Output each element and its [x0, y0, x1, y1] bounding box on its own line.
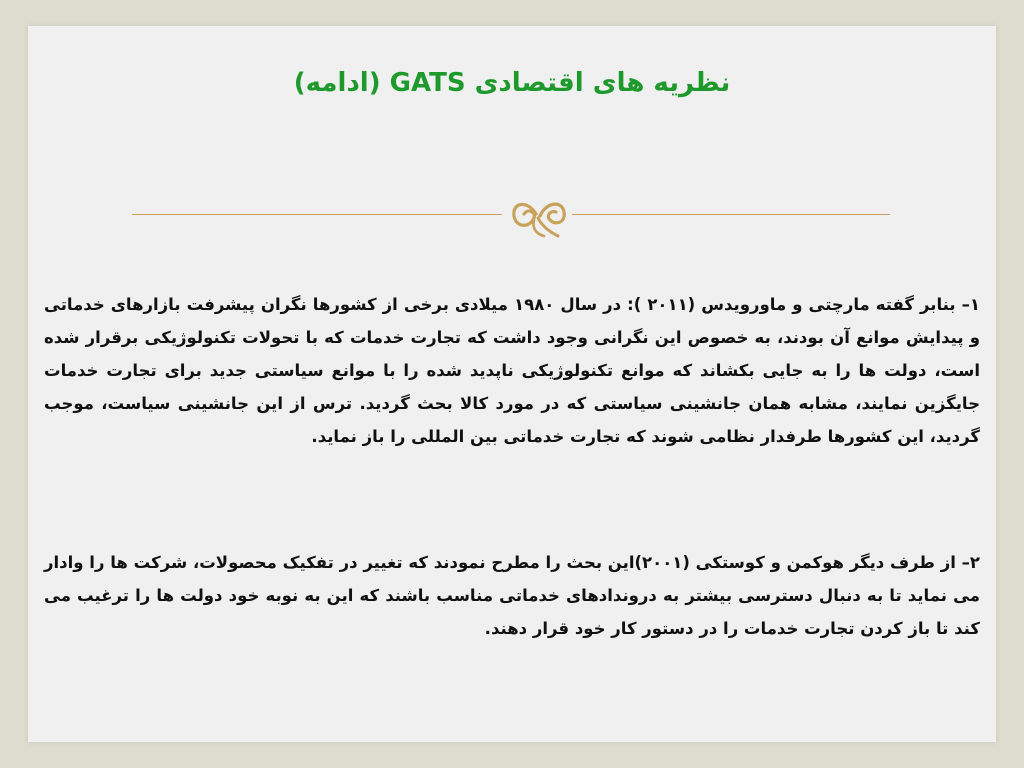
paragraph-1: ۱– بنابر گفته مارچتی و ماورویدس (۲۰۱۱ ): در سال ۱۹۸۰ میلادی برخی از کشورها نگران پیشرفت بازارهای خدماتی و پیدایش موانع آن بودند، به خصوص این نگرانی وجود داشت که تجارت خدمات که با تحولات تکنولوژیکی برقرار شده است، دولت ها را به جایی بکشاند که موانع تکنولوژیکی ناپدید شده را با موانع سیاستی جدید برای تجارت خدمات جایگزین نمایند، مشابه همان جانشینی سیاستی که در مورد کالا بحث گردید. ترس از این جانشینی سیاست، موجب گردید، این کشورها طرفدار نظامی شوند که تجارت خدماتی بین المللی را باز نماید. — [44, 295, 980, 446]
slide — [28, 26, 996, 742]
divider-line-right — [572, 214, 890, 215]
divider-line-left — [132, 214, 502, 215]
paragraph-2: ۲– از طرف دیگر هوکمن و کوستکی (۲۰۰۱)این بحث را مطرح نمودند که تغییر در تفکیک محصولات، شرکت ها را وادار می نماید تا به دنبال دسترسی بیشتر به دروندادهای خدماتی مناسب باشند که این به نوبه خود دولت ها را ترغیب می کند تا باز کردن تجارت خدمات را در دستور کار خود قرار دهند. — [44, 553, 980, 638]
flourish-ornament-icon — [506, 190, 570, 240]
slide-title: نظریه های اقتصادی GATS (ادامه) — [293, 68, 731, 98]
